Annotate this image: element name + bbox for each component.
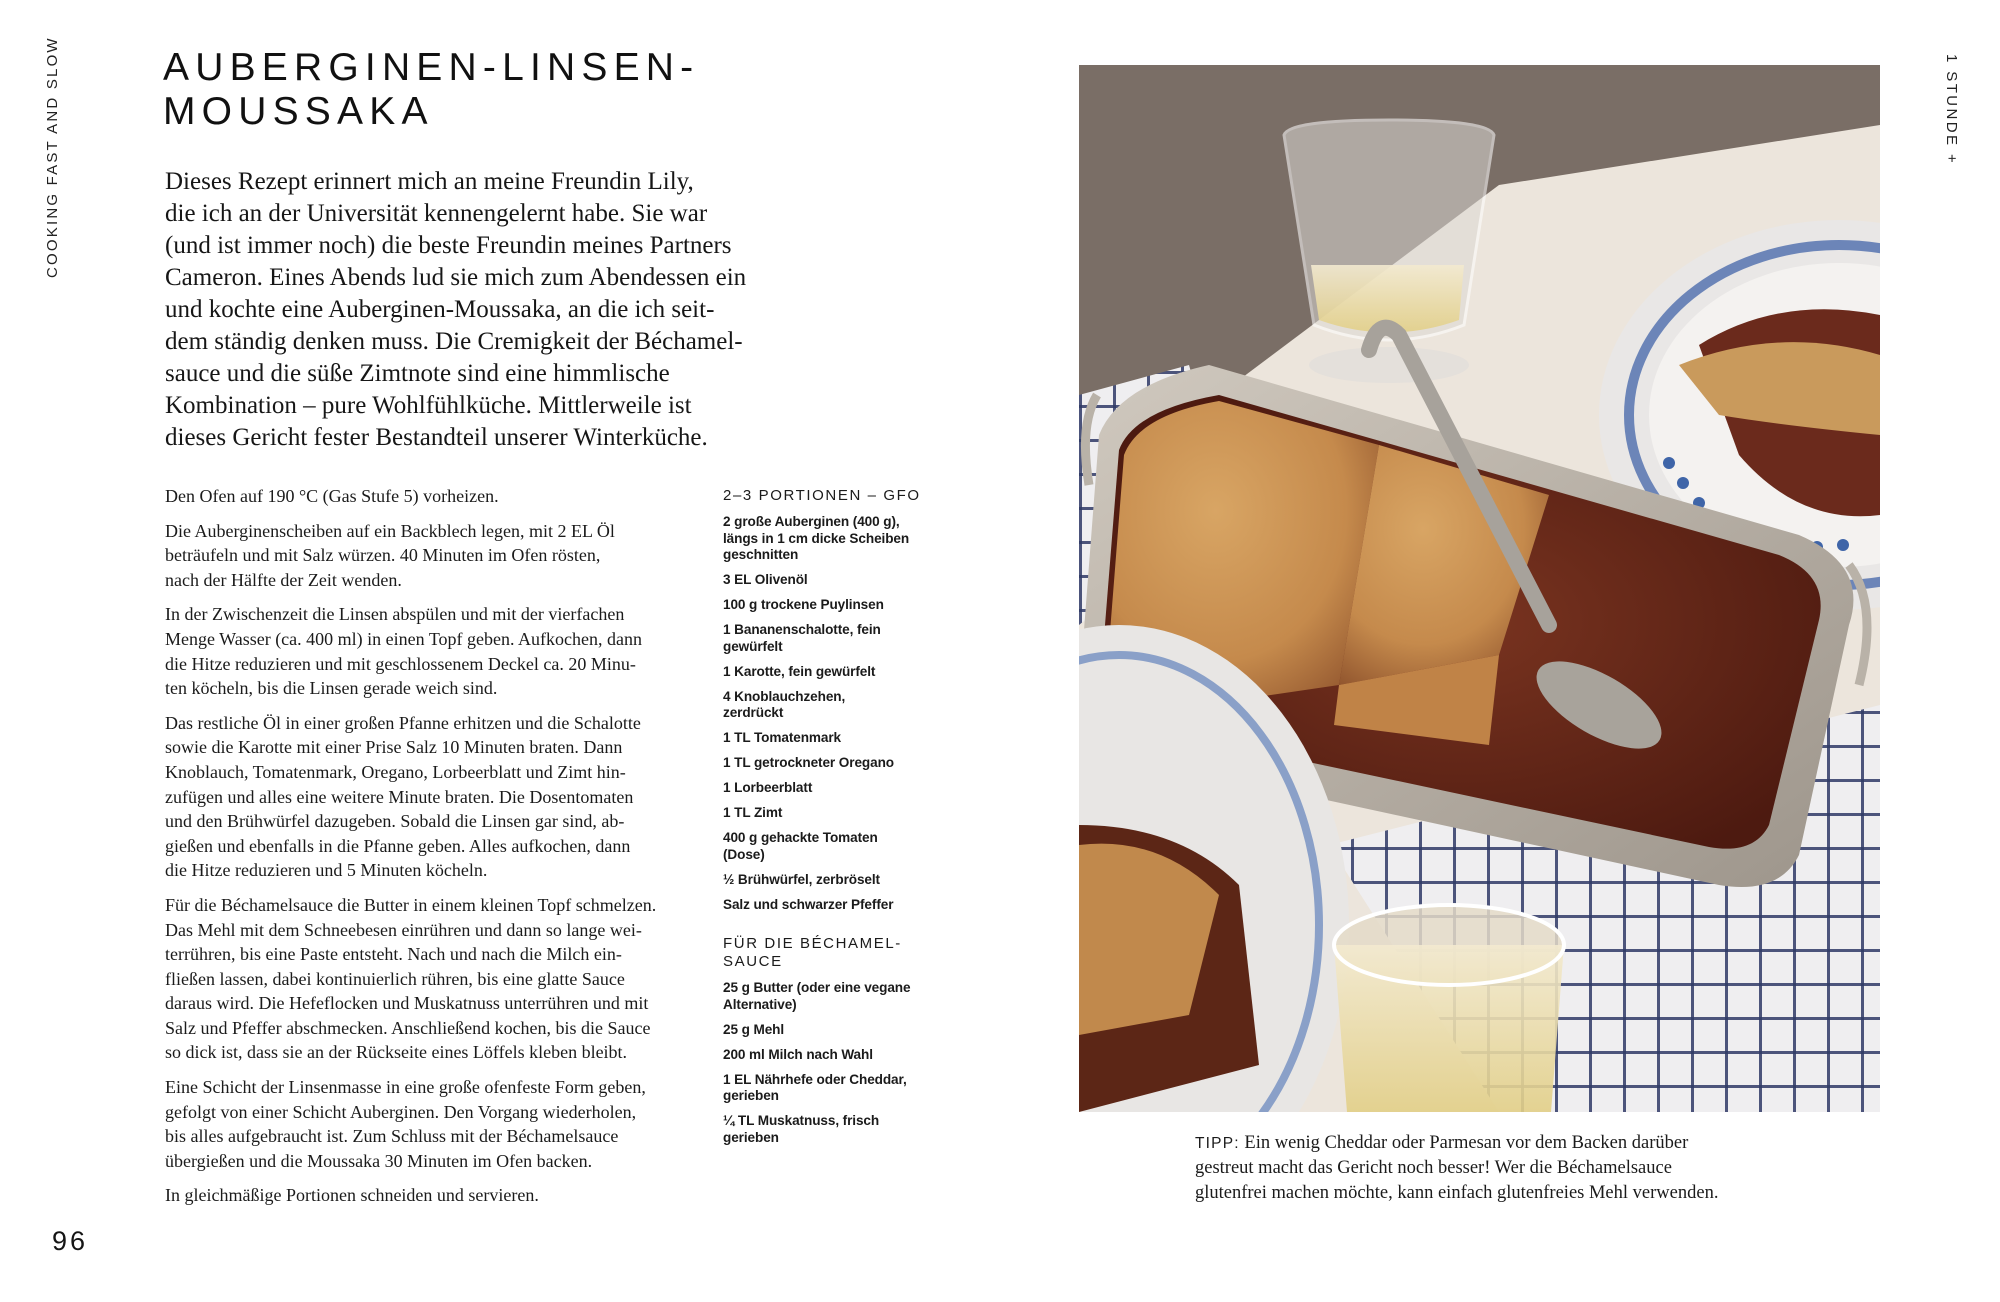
ingredient-line: 1 TL getrockneter Oregano (723, 755, 894, 770)
method-step (165, 519, 710, 593)
ingredient-item (723, 730, 948, 747)
heading-line: FÜR DIE BÉCHAMEL- (723, 935, 902, 952)
ingredient-line: 1 Karotte, fein gewürfelt (723, 663, 876, 679)
ingredient-line: 4 Knoblauchzehen, (723, 688, 846, 704)
intro-line: dem ständig denken muss. Die Cremigkeit der Béchamel- (165, 328, 743, 355)
intro-line: die ich an der Universität kennengelernt habe. Sie war (165, 200, 708, 227)
ingredient-line: 3 EL Olivenöl (723, 572, 808, 587)
ingredient-line: 400 g gehackte Tomaten (723, 830, 878, 845)
recipe-intro (165, 166, 835, 454)
ingredient-item (723, 1047, 948, 1064)
ingredient-item (723, 597, 948, 614)
ingredient-item (723, 830, 948, 863)
tip-line: glutenfrei machen möchte, kann einfach glutenfreies Mehl verwenden. (1195, 1183, 1719, 1203)
ingredient-item (723, 897, 948, 914)
method-line: ten köcheln, bis die Linsen gerade weich sind. (165, 678, 498, 699)
method-line: gefolgt von einer Schicht Auberginen. Den Vorgang wiederholen, (165, 1101, 637, 1122)
intro-line: dieses Gericht fester Bestandteil unserer Winterküche. (165, 424, 708, 451)
method-line: beträufeln und mit Salz würzen. 40 Minuten im Ofen rösten, (165, 545, 601, 566)
ingredient-item (723, 980, 948, 1013)
time-label: 1 STUNDE + (1943, 54, 1960, 166)
intro-line: Cameron. Eines Abends lud sie mich zum Abendessen ein (165, 264, 747, 291)
heading-line: SAUCE (723, 953, 783, 970)
tip-line (1195, 1131, 1835, 1156)
ingredient-line: ½ Brühwürfel, zerbröselt (723, 871, 880, 887)
method-line: Für die Béchamelsauce die Butter in einem kleinen Topf schmelzen. (165, 894, 657, 915)
method-line: nach der Hälfte der Zeit wenden. (165, 569, 402, 590)
method-line: und den Brühwürfel dazugeben. Sobald die Linsen gar sind, ab- (165, 811, 625, 832)
method-step (165, 1183, 710, 1208)
ingredient-line: 1 Lorbeerblatt (723, 780, 813, 795)
intro-line: und kochte eine Auberginen-Moussaka, an die ich seit- (165, 296, 715, 323)
method-line: die Hitze reduzieren und mit geschlossenem Deckel ca. 20 Minu- (165, 653, 636, 674)
ingredient-line: längs in 1 cm dicke Scheiben (723, 530, 910, 546)
method-line: zufügen und alles eine weitere Minute braten. Die Dosentomaten (165, 786, 634, 807)
recipe-photo (1079, 65, 1880, 1112)
tip-box (1195, 1131, 1835, 1206)
ingredient-line: Alternative) (723, 996, 797, 1012)
method-line: daraus wird. Die Hefeflocken und Muskatnuss unterrühren und mit (165, 993, 649, 1014)
method-line: Eine Schicht der Linsenmasse in eine große ofenfeste Form geben, (165, 1077, 646, 1098)
method-step (165, 1075, 710, 1173)
ingredient-line: gerieben (723, 1088, 779, 1103)
method-line: Knoblauch, Tomatenmark, Oregano, Lorbeerblatt und Zimt hin- (165, 761, 626, 782)
ingredient-item (723, 664, 948, 681)
section-label: COOKING FAST AND SLOW (44, 36, 61, 278)
method-line: sowie die Karotte mit einer Prise Salz 10 Minuten braten. Dann (165, 737, 623, 758)
method-line: In der Zwischenzeit die Linsen abspülen und mit der vierfachen (165, 604, 625, 625)
ingredient-item (723, 1072, 948, 1105)
ingredient-item (723, 572, 948, 589)
method-line: so dick ist, dass sie an der Rückseite eines Löffels kleben bleibt. (165, 1042, 628, 1063)
bechamel-heading (723, 935, 948, 971)
method-line: die Hitze reduzieren und 5 Minuten köcheln. (165, 860, 488, 881)
servings-heading: 2–3 PORTIONEN – GFO (723, 487, 921, 504)
ingredient-line: 1 Bananenschalotte, fein (723, 622, 881, 637)
method-line: übergießen und die Moussaka 30 Minuten im Ofen backen. (165, 1150, 593, 1171)
ingredient-item (723, 514, 948, 564)
ingredient-line: gewürfelt (723, 638, 783, 654)
ingredient-list-main (723, 514, 948, 913)
ingredient-item (723, 780, 948, 797)
method-line: Salz und Pfeffer abschmecken. Anschließend kochen, bis die Sauce (165, 1017, 651, 1038)
ingredient-line: 1 TL Zimt (723, 805, 783, 820)
ingredient-item (723, 805, 948, 822)
method-line: terrühren, bis eine Paste entsteht. Nach und nach die Milch ein- (165, 944, 622, 965)
method-line: Den Ofen auf 190 °C (Gas Stufe 5) vorheizen. (165, 486, 499, 506)
ingredient-item (723, 1022, 948, 1039)
ingredient-line: 200 ml Milch nach Wahl (723, 1046, 873, 1062)
method-line: Das restliche Öl in einer großen Pfanne erhitzen und die Schalotte (165, 712, 641, 733)
method-line: fließen lassen, dabei kontinuierlich rühren, bis eine glatte Sauce (165, 968, 625, 989)
ingredient-list-bechamel (723, 980, 948, 1146)
ingredient-item (723, 872, 948, 889)
ingredients-column (723, 487, 948, 1155)
intro-line: (und ist immer noch) die beste Freundin meines Partners (165, 232, 732, 259)
tip-line: gestreut macht das Gericht noch besser! Wer die Béchamelsauce (1195, 1158, 1672, 1178)
intro-line: Dieses Rezept erinnert mich an meine Freundin Lily, (165, 168, 694, 195)
ingredient-line: geschnitten (723, 547, 799, 562)
intro-line: sauce und die süße Zimtnote sind eine himmlische (165, 360, 670, 387)
ingredient-line: gerieben (723, 1129, 779, 1145)
method-line: bis alles aufgebraucht ist. Zum Schluss mit der Béchamelsauce (165, 1126, 619, 1147)
method-step (165, 602, 710, 700)
ingredient-line: 1 EL Nährhefe oder Cheddar, (723, 1071, 907, 1087)
method-line: In gleichmäßige Portionen schneiden und servieren. (165, 1185, 539, 1206)
ingredient-line: 25 g Mehl (723, 1021, 785, 1037)
method-line: gießen und ebenfalls in die Pfanne geben. Alles aufkochen, dann (165, 835, 631, 856)
ingredient-line: 25 g Butter (oder eine vegane (723, 980, 911, 995)
ingredient-line: Salz und schwarzer Pfeffer (723, 896, 894, 912)
ingredient-line: 2 große Auberginen (400 g), (723, 514, 900, 529)
moussaka-photo-illustration (1079, 65, 1880, 1112)
ingredient-item (723, 755, 948, 772)
ingredient-item (723, 689, 948, 722)
ingredient-line: zerdrückt (723, 705, 784, 720)
ingredient-item (723, 622, 948, 655)
page-number: 96 (52, 1226, 89, 1256)
tip-text: Ein wenig Cheddar oder Parmesan vor dem Backen darüber (1239, 1133, 1689, 1153)
method-step (165, 893, 710, 1065)
ingredient-line: 100 g trockene Puylinsen (723, 597, 884, 612)
tip-label: TIPP: (1195, 1135, 1240, 1152)
ingredient-line: 1 TL Tomatenmark (723, 730, 842, 745)
method-steps (165, 484, 710, 1218)
ingredient-line: (Dose) (723, 846, 765, 862)
method-line: Die Auberginenscheiben auf ein Backblech legen, mit 2 EL Öl (165, 520, 615, 541)
ingredient-item (723, 1113, 948, 1146)
method-step (165, 484, 710, 509)
recipe-title (163, 46, 699, 134)
method-line: Menge Wasser (ca. 400 ml) in einen Topf geben. Aufkochen, dann (165, 628, 642, 649)
ingredient-line: ¼ TL Muskatnuss, frisch (723, 1113, 880, 1128)
method-step (165, 711, 710, 883)
intro-line: Kombination – pure Wohlfühlküche. Mittlerweile ist (165, 392, 692, 419)
title-line: MOUSSAKA (163, 90, 434, 133)
title-line: AUBERGINEN-LINSEN- (163, 46, 700, 89)
method-line: Das Mehl mit dem Schneebesen einrühren und dann so lange wei- (165, 919, 642, 940)
